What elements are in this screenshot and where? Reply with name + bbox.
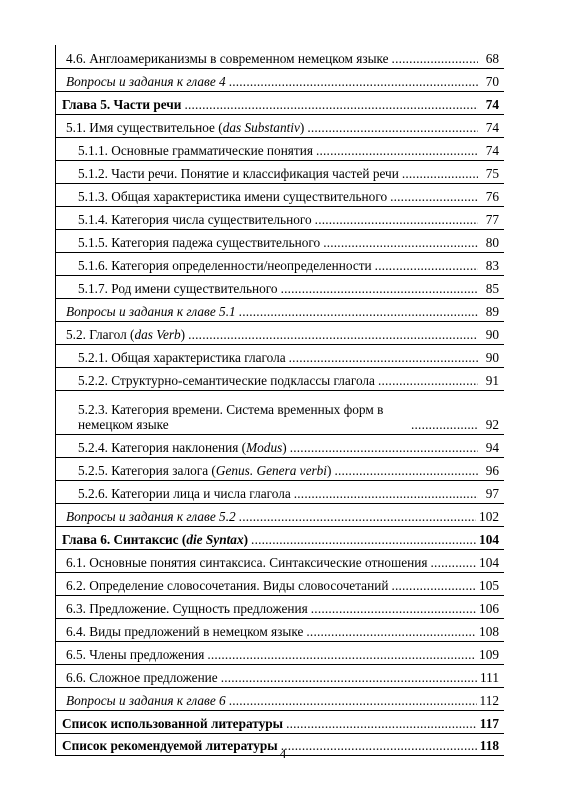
toc-dot-leader — [207, 647, 476, 662]
toc-entry-text: Основные грамматические понятия — [111, 143, 313, 158]
toc-entry[interactable] — [56, 91, 504, 114]
toc-page-number: 83 — [485, 258, 499, 273]
table-of-contents — [55, 45, 504, 756]
toc-entry[interactable] — [56, 480, 504, 503]
toc-entry-italic-term: die Syntax — [186, 532, 244, 547]
toc-entry-number: 5.1.2. — [78, 166, 108, 181]
toc-page-number: 108 — [479, 624, 499, 639]
toc-page-number: 75 — [485, 166, 499, 181]
toc-dot-leader — [251, 532, 476, 547]
toc-entry-title — [62, 716, 283, 731]
toc-entry-text: ) — [327, 463, 332, 478]
toc-entry-number: 5.2.2. — [78, 373, 108, 388]
toc-page-number: 94 — [485, 440, 499, 455]
toc-entry[interactable] — [56, 526, 504, 549]
toc-entry-number: 6.1. — [66, 555, 86, 570]
toc-dot-leader — [188, 327, 478, 342]
toc-page-number: 96 — [485, 463, 499, 478]
toc-page-number: 91 — [485, 373, 499, 388]
toc-page-number: 90 — [485, 350, 499, 365]
toc-dot-leader — [289, 350, 478, 365]
toc-entry-title — [62, 532, 248, 547]
toc-entry-number: 6.5. — [66, 647, 86, 662]
toc-dot-leader — [316, 143, 478, 158]
toc-entry[interactable] — [56, 206, 504, 229]
toc-entry-text: Общая характеристика глагола — [111, 350, 286, 365]
toc-entry-title — [66, 327, 185, 342]
toc-dot-leader — [391, 578, 476, 593]
toc-entry[interactable] — [56, 229, 504, 252]
toc-page-number: 80 — [485, 235, 499, 250]
toc-page-number: 77 — [485, 212, 499, 227]
toc-page-number: 117 — [479, 716, 499, 731]
toc-entry-text: Глава 5. Части речи — [62, 97, 182, 112]
toc-entry-number: 5.1.4. — [78, 212, 108, 227]
toc-page-number: 90 — [485, 327, 499, 342]
toc-entry[interactable] — [56, 114, 504, 137]
toc-dot-leader — [390, 189, 478, 204]
toc-entry-title — [66, 304, 236, 319]
toc-entry-title — [78, 281, 278, 296]
toc-entry-italic-term: das Verb — [134, 327, 181, 342]
toc-entry-title — [66, 578, 388, 593]
toc-entry-italic-term: das Substantiv — [222, 120, 300, 135]
toc-entry-number: 5.1.1. — [78, 143, 108, 158]
toc-entry-title — [78, 350, 286, 365]
toc-entry-title — [62, 97, 181, 112]
toc-entry-text: Категории лица и числа глагола — [111, 486, 291, 501]
toc-entry-text: Категория числа существительного — [111, 212, 312, 227]
toc-page-number: 92 — [485, 417, 499, 432]
toc-page-number: 111 — [480, 670, 499, 685]
toc-page-number: 85 — [485, 281, 499, 296]
toc-entry-text: Род имени существительного — [111, 281, 278, 296]
toc-page-number: 118 — [479, 738, 499, 753]
toc-entry-italic-term: Modus — [246, 440, 283, 455]
toc-entry-text: Список использованной литературы — [62, 716, 284, 731]
toc-entry-text: Части речи. Понятие и классификация частей речи — [111, 166, 399, 181]
toc-entry-title — [78, 212, 312, 227]
toc-dot-leader — [290, 440, 478, 455]
toc-entry[interactable] — [56, 298, 504, 321]
toc-entry[interactable] — [56, 641, 504, 664]
toc-entry-number: 4.6. — [66, 51, 86, 66]
toc-page-number: 102 — [479, 509, 499, 524]
toc-entry-number: 6.2. — [66, 578, 86, 593]
toc-entry-text: Вопросы и задания к главе 5.1 — [66, 304, 236, 319]
page-number: 4 — [279, 746, 287, 761]
toc-page-number: 70 — [485, 74, 499, 89]
toc-page-number: 89 — [485, 304, 499, 319]
toc-entry[interactable] — [56, 45, 504, 68]
toc-entry[interactable] — [56, 664, 504, 687]
toc-entry-number: 6.6. — [66, 670, 86, 685]
toc-entry-number: 5.1. — [66, 120, 86, 135]
toc-entry-number: 5.1.3. — [78, 189, 108, 204]
toc-entry-text: Вопросы и задания к главе 4 — [66, 74, 226, 89]
toc-entry-title — [78, 463, 331, 478]
toc-dot-leader — [239, 509, 476, 524]
toc-page-number: 104 — [479, 532, 499, 547]
toc-entry[interactable] — [56, 321, 504, 344]
toc-entry-text: Вопросы и задания к главе 6 — [66, 693, 226, 708]
toc-dot-leader — [306, 624, 476, 639]
toc-dot-leader — [431, 555, 477, 570]
toc-entry-title — [78, 258, 372, 273]
toc-dot-leader — [221, 670, 477, 685]
toc-entry-text: Члены предложения — [89, 647, 205, 662]
toc-dot-leader — [411, 417, 478, 432]
toc-entry-title — [66, 509, 236, 524]
toc-entry-text: Основные понятия синтаксиса. Синтаксические отношения — [89, 555, 428, 570]
toc-dot-leader — [286, 716, 477, 731]
toc-entry-title — [78, 402, 408, 432]
toc-dot-leader — [229, 693, 477, 708]
toc-entry-text: Структурно-семантические подклассы глагола — [111, 373, 375, 388]
toc-entry-text: Вопросы и задания к главе 5.2 — [66, 509, 236, 524]
toc-page-number: 74 — [485, 143, 499, 158]
toc-entry-text: Предложение. Сущность предложения — [89, 601, 308, 616]
toc-entry-text: ) — [299, 120, 305, 135]
toc-entry-title — [66, 601, 308, 616]
toc-entry-number: 5.2.3. — [78, 402, 108, 417]
toc-entry-title — [78, 166, 399, 181]
toc-page-number: 104 — [479, 555, 499, 570]
toc-entry[interactable] — [56, 137, 504, 160]
toc-page-number: 105 — [479, 578, 499, 593]
toc-entry[interactable] — [56, 503, 504, 526]
toc-entry-number: 5.2.1. — [78, 350, 108, 365]
toc-entry-title — [66, 670, 218, 685]
toc-entry-title — [66, 624, 303, 639]
toc-entry-title — [66, 693, 226, 708]
toc-entry-title — [78, 373, 375, 388]
toc-page-number: 74 — [485, 120, 499, 135]
toc-entry-title — [66, 647, 204, 662]
toc-entry-title — [66, 555, 428, 570]
toc-page-number: 74 — [485, 97, 499, 112]
toc-entry-number: 5.1.7. — [78, 281, 108, 296]
toc-page-number: 109 — [479, 647, 499, 662]
toc-entry-title — [78, 440, 287, 455]
toc-entry[interactable] — [56, 618, 504, 641]
toc-entry-text: Сложное предложение — [89, 670, 218, 685]
toc-entry-text: ) — [243, 532, 249, 547]
toc-entry-number: 6.4. — [66, 624, 86, 639]
toc-page-number: 97 — [485, 486, 499, 501]
toc-entry-text: ) — [180, 327, 186, 342]
toc-entry-number: 6.3. — [66, 601, 86, 616]
toc-entry-text: Категория определенности/неопределенности — [111, 258, 372, 273]
toc-entry[interactable] — [56, 457, 504, 480]
toc-entry[interactable] — [56, 160, 504, 183]
toc-entry-text: Виды предложений в немецком языке — [89, 624, 304, 639]
toc-entry-text: Категория залога ( — [111, 463, 216, 478]
toc-dot-leader — [311, 601, 476, 616]
toc-entry[interactable] — [56, 344, 504, 367]
toc-entry-text: Категория времени. Система временных форм в немецком языке — [78, 402, 384, 432]
toc-entry[interactable] — [56, 434, 504, 457]
toc-entry-text: Глава 6. Синтаксис ( — [62, 532, 187, 547]
toc-page-number: 112 — [479, 693, 499, 708]
toc-entry[interactable] — [56, 687, 504, 710]
toc-entry-text: Категория падежа существительного — [111, 235, 321, 250]
toc-entry-title — [78, 189, 387, 204]
toc-entry[interactable] — [56, 183, 504, 206]
toc-entry-title — [78, 486, 291, 501]
toc-entry[interactable] — [56, 710, 504, 733]
toc-entry[interactable] — [56, 252, 504, 275]
toc-page-number: 106 — [479, 601, 499, 616]
toc-entry-title — [66, 74, 226, 89]
toc-entry-text: Имя существительное ( — [89, 120, 223, 135]
toc-entry-text: Общая характеристика имени существительного — [111, 189, 388, 204]
toc-entry-italic-term: Genus. Genera verbi — [215, 463, 328, 478]
toc-entry-number: 5.1.6. — [78, 258, 108, 273]
toc-entry[interactable] — [56, 275, 504, 298]
toc-dot-leader — [294, 486, 478, 501]
toc-dot-leader — [239, 304, 478, 319]
toc-entry[interactable] — [56, 572, 504, 595]
toc-entry-number: 5.2.4. — [78, 440, 108, 455]
toc-entry-number: 5.1.5. — [78, 235, 108, 250]
toc-entry-number: 5.2. — [66, 327, 86, 342]
toc-entry[interactable] — [56, 390, 504, 434]
toc-entry-text: Определение словосочетания. Виды словосочетаний — [89, 578, 389, 593]
toc-dot-leader — [402, 166, 478, 181]
toc-entry[interactable] — [56, 367, 504, 390]
toc-entry-text: Категория наклонения ( — [111, 440, 247, 455]
toc-dot-leader — [392, 51, 478, 66]
toc-dot-leader — [184, 97, 478, 112]
toc-entry-title — [78, 235, 320, 250]
toc-entry-title — [78, 143, 313, 158]
toc-dot-leader — [323, 235, 478, 250]
toc-page-number: 76 — [485, 189, 499, 204]
toc-dot-leader — [307, 120, 478, 135]
toc-entry-text: Глагол ( — [89, 327, 135, 342]
toc-entry[interactable] — [56, 549, 504, 572]
toc-entry-number: 5.2.5. — [78, 463, 108, 478]
toc-entry[interactable] — [56, 68, 504, 91]
toc-page-number: 68 — [485, 51, 499, 66]
toc-entry[interactable] — [56, 595, 504, 618]
toc-dot-leader — [281, 281, 478, 296]
toc-dot-leader — [378, 373, 478, 388]
toc-dot-leader — [315, 212, 478, 227]
toc-entry-text: Список рекомендуемой литературы — [62, 738, 278, 753]
toc-entry-title — [66, 51, 389, 66]
toc-dot-leader — [334, 463, 478, 478]
toc-dot-leader — [375, 258, 478, 273]
toc-entry-title — [66, 120, 304, 135]
toc-dot-leader — [229, 74, 478, 89]
toc-entry-number: 5.2.6. — [78, 486, 108, 501]
toc-entry-text: Англоамериканизмы в современном немецком языке — [89, 51, 389, 66]
toc-entry-text: ) — [282, 440, 287, 455]
